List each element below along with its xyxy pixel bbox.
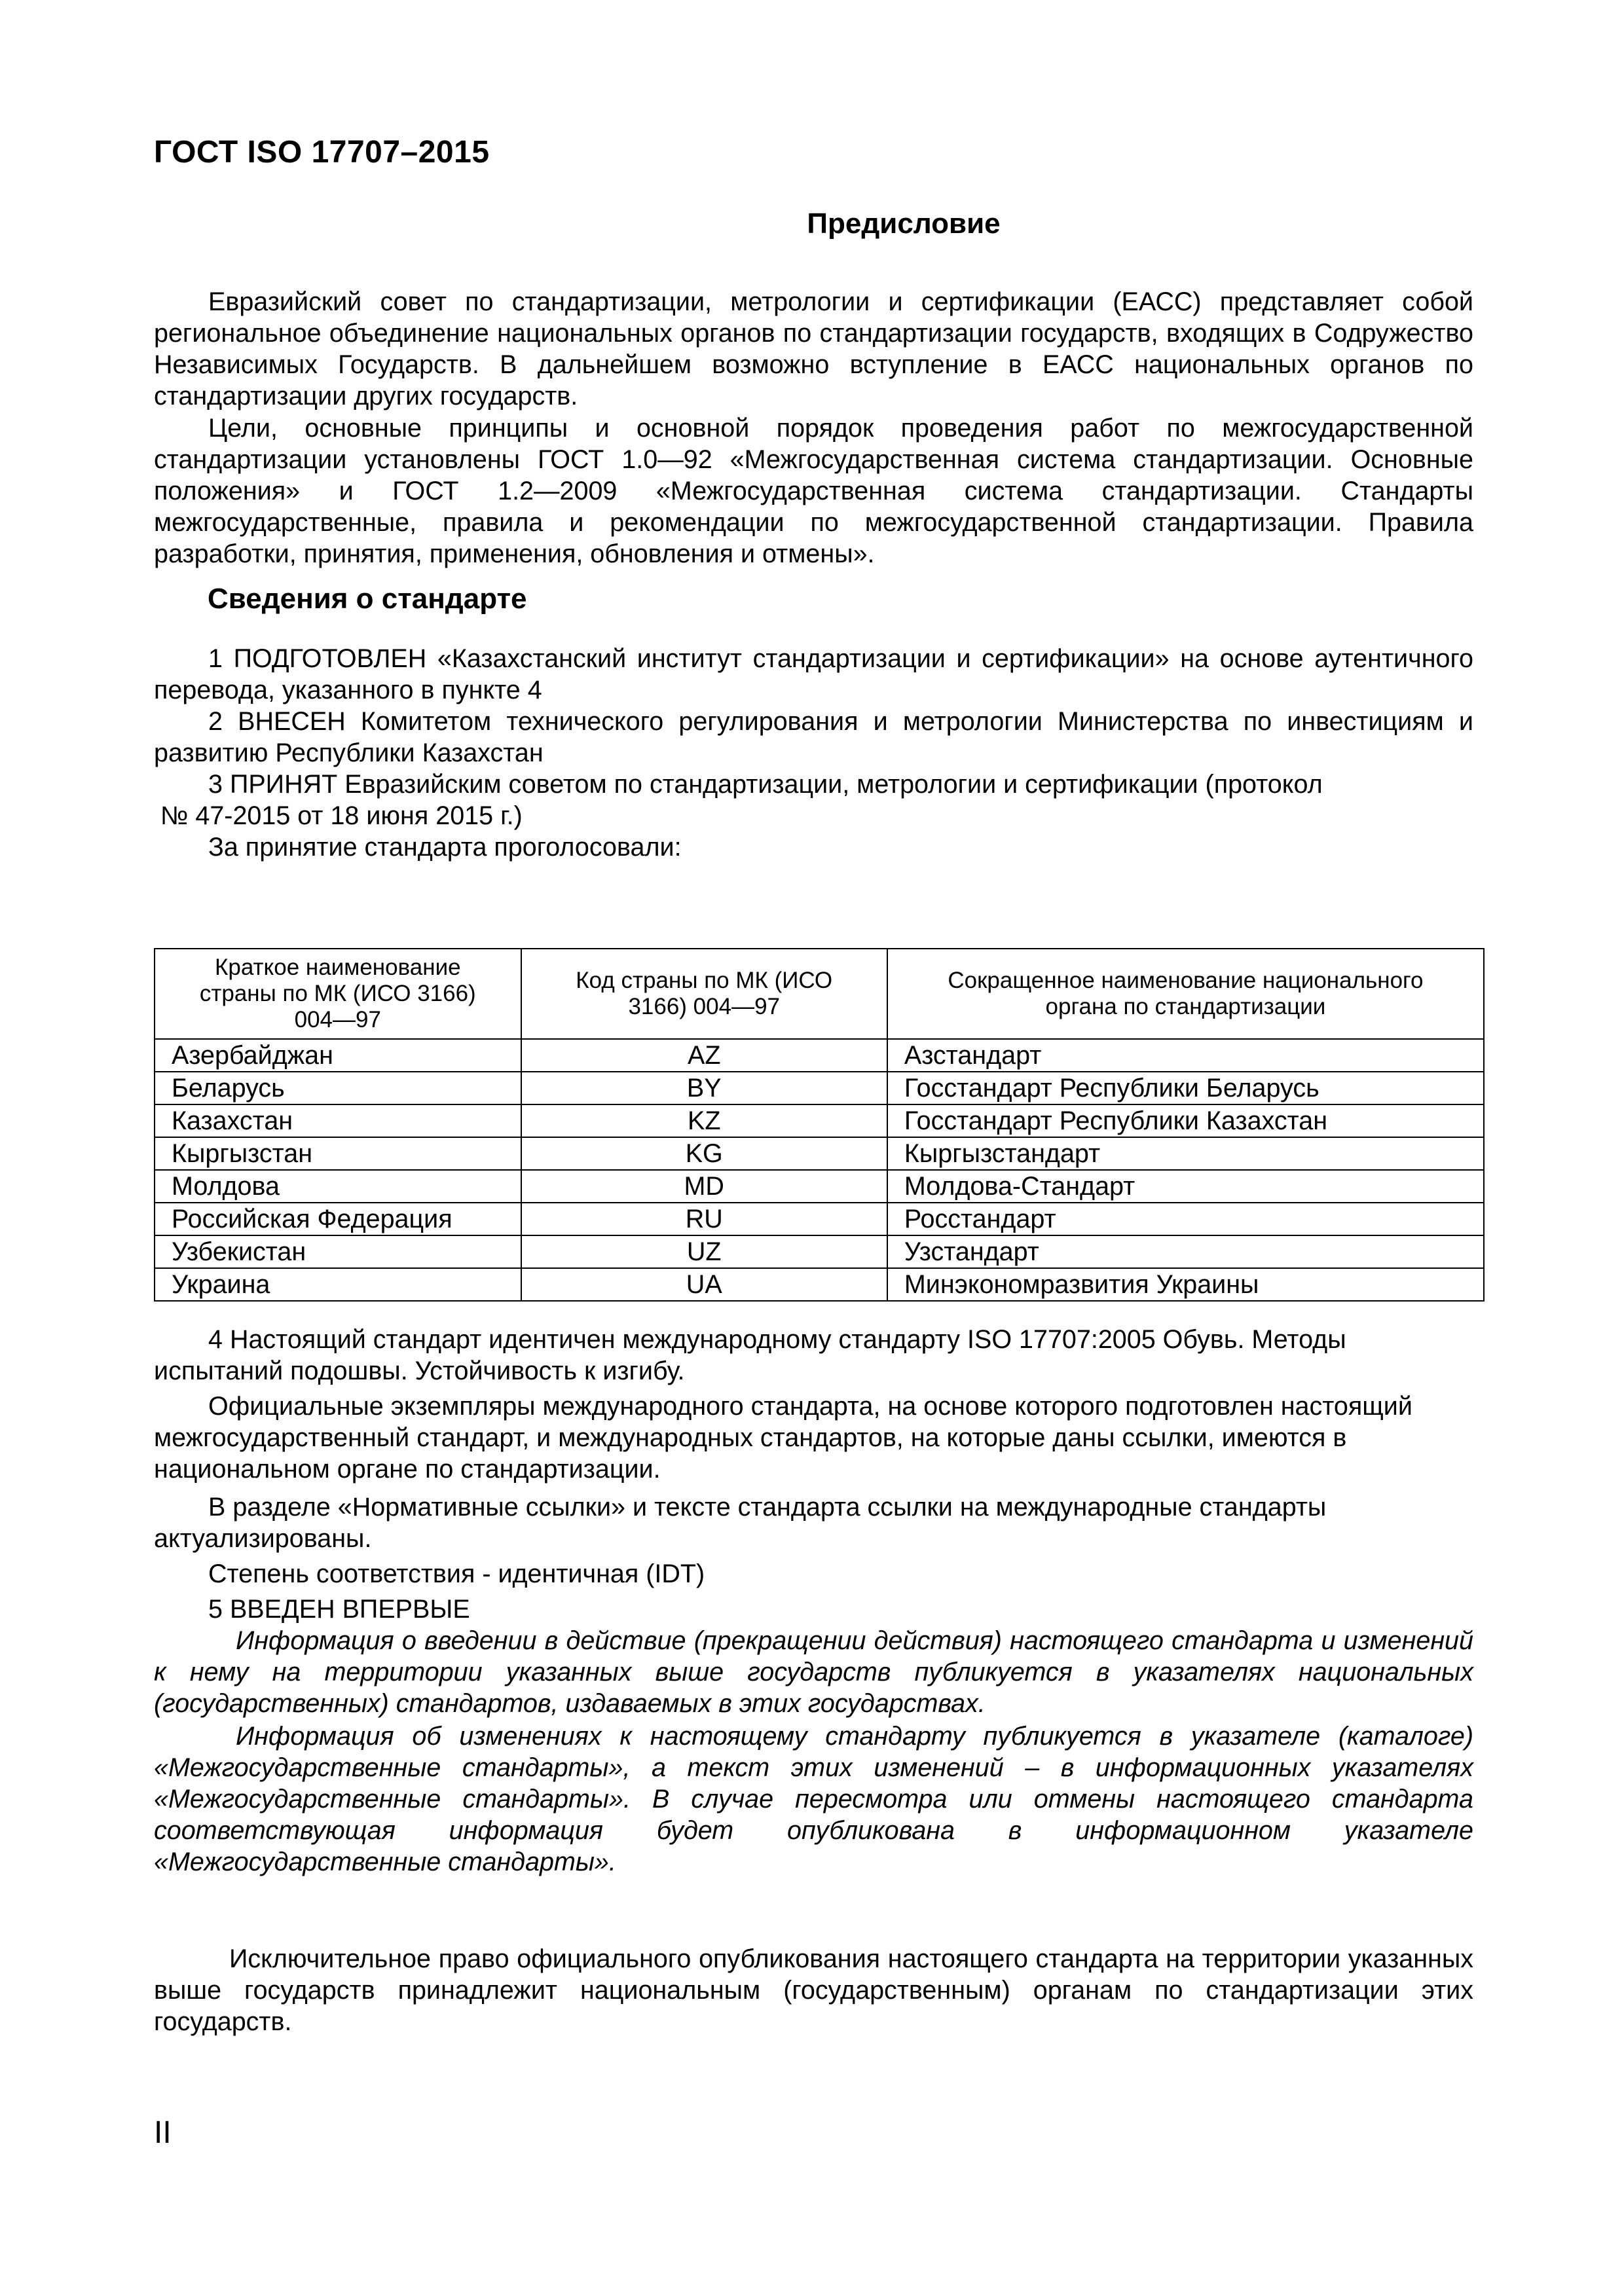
country-code: KZ <box>521 1104 887 1137</box>
foreword-paragraph-1: Евразийский совет по стандартизации, метрологии и сертификации (ЕАСС) представляет собой региональное объединение национальных органов по стандартизации государств, входящих в Содружество Независимых Государств. В дальнейшем возможно вступление в ЕАСС национальных органов по стандартизации других государств. <box>154 287 1473 410</box>
document-code: ГОСТ ISO 17707–2015 <box>154 135 490 170</box>
voted-label: За принятие стандарта проголосовали: <box>208 833 682 862</box>
table-header-row <box>155 949 1484 1039</box>
standards-body: Азстандарт <box>887 1039 1484 1072</box>
table-row <box>155 1039 1484 1072</box>
country-name: Казахстан <box>155 1104 521 1137</box>
standards-body: Узстандарт <box>887 1235 1484 1268</box>
country-name: Кыргызстан <box>155 1137 521 1170</box>
standard-info-title: Сведения о стандарте <box>208 583 527 615</box>
table-row <box>155 1235 1484 1268</box>
page-number: II <box>154 2115 172 2150</box>
foreword-title-text: Предисловие <box>807 208 1001 240</box>
country-code: AZ <box>521 1039 887 1072</box>
foreword-paragraph-2: Цели, основные принципы и основной порядок проведения работ по межгосударственной стандартизации установлены ГОСТ 1.0—92 «Межгосударственная система стандартизации. Основные положения» и ГОСТ 1.2—2009 «Межгосударственная система стандартизации. Стандарты межгосударственные, правила и рекомендации по межгосударственной стандартизации. Правила разработки, принятия, применения, обновления и отмены». <box>154 414 1473 568</box>
info-introduction-paragraph: Информация о введении в действие (прекращении действия) настоящего стандарта и изменений к нему на территории указанных выше государств публикуется в указателях национальных (государственных) стандартов, издаваемых в этих государствах. <box>154 1626 1473 1718</box>
info-item-1: 1 ПОДГОТОВЛЕН «Казахстанский институт стандартизации и сертификации» на основе аутентичного перевода, указанного в пункте 4 <box>154 644 1473 704</box>
standards-body: Госстандарт Республики Беларусь <box>887 1072 1484 1104</box>
info-changes-paragraph: Информация об изменениях к настоящему стандарту публикуется в указателе (каталоге) «Межгосударственные стандарты», а текст этих изменений – в информационных указателях «Межгосударственные стандарты». В случае пересмотра или отмены настоящего стандарта соответствующая информация будет опубликована в информационном указателе «Межгосударственные стандарты». <box>154 1722 1473 1876</box>
exclusive-right-paragraph: Исключительное право официального опубликования настоящего стандарта на территории указанных выше государств принадлежит национальным (государственным) органам по стандартизации этих государств. <box>154 1944 1473 2036</box>
table-row <box>155 1203 1484 1235</box>
table-row <box>155 1268 1484 1301</box>
voting-countries-table <box>154 948 1485 1302</box>
country-name: Украина <box>155 1268 521 1301</box>
header-country-code: Код страны по МК (ИСО 3166) 004—97 <box>521 949 887 1039</box>
official-copies-paragraph: Официальные экземпляры международного стандарта, на основе которого подготовлен настоящий межгосударственный стандарт, и международных стандартов, на которые даны ссылки, имеются в национальном органе по стандартизации. <box>154 1392 1412 1484</box>
table-row <box>155 1104 1484 1137</box>
country-name: Азербайджан <box>155 1039 521 1072</box>
country-name: Беларусь <box>155 1072 521 1104</box>
standards-body: Минэкономразвития Украины <box>887 1268 1484 1301</box>
header-standards-body: Сокращенное наименование национального органа по стандартизации <box>887 949 1484 1039</box>
table-row <box>155 1170 1484 1203</box>
country-code: BY <box>521 1072 887 1104</box>
item-5: 5 ВВЕДЕН ВПЕРВЫЕ <box>208 1595 470 1624</box>
country-code: MD <box>521 1170 887 1203</box>
country-name: Российская Федерация <box>155 1203 521 1235</box>
country-code: UA <box>521 1268 887 1301</box>
country-code: RU <box>521 1203 887 1235</box>
header-country-name: Краткое наименование страны по МК (ИСО 3166) 004—97 <box>155 949 521 1039</box>
country-name: Молдова <box>155 1170 521 1203</box>
standards-body: Молдова-Стандарт <box>887 1170 1484 1203</box>
info-item-3-line-2: № 47-2015 от 18 июня 2015 г.) <box>160 801 523 830</box>
compliance-degree: Степень соответствия - идентичная (IDT) <box>208 1559 705 1588</box>
info-item-2: 2 ВНЕСЕН Комитетом технического регулирования и метрологии Министерства по инвестициям и развитию Республики Казахстан <box>154 707 1473 767</box>
standards-body: Кыргызстандарт <box>887 1137 1484 1170</box>
standards-body: Росстандарт <box>887 1203 1484 1235</box>
standards-body: Госстандарт Республики Казахстан <box>887 1104 1484 1137</box>
table-row <box>155 1072 1484 1104</box>
country-name: Узбекистан <box>155 1235 521 1268</box>
references-paragraph: В разделе «Нормативные ссылки» и тексте стандарта ссылки на международные стандарты актуализированы. <box>154 1493 1327 1553</box>
country-code: KG <box>521 1137 887 1170</box>
country-code: UZ <box>521 1235 887 1268</box>
foreword-title <box>0 208 1624 240</box>
item-4: 4 Настоящий стандарт идентичен международному стандарту ISO 17707:2005 Обувь. Методы испытаний подошвы. Устойчивость к изгибу. <box>154 1325 1346 1385</box>
table-row <box>155 1137 1484 1170</box>
info-item-3-line-1: 3 ПРИНЯТ Евразийским советом по стандартизации, метрологии и сертификации (протокол <box>208 770 1323 799</box>
